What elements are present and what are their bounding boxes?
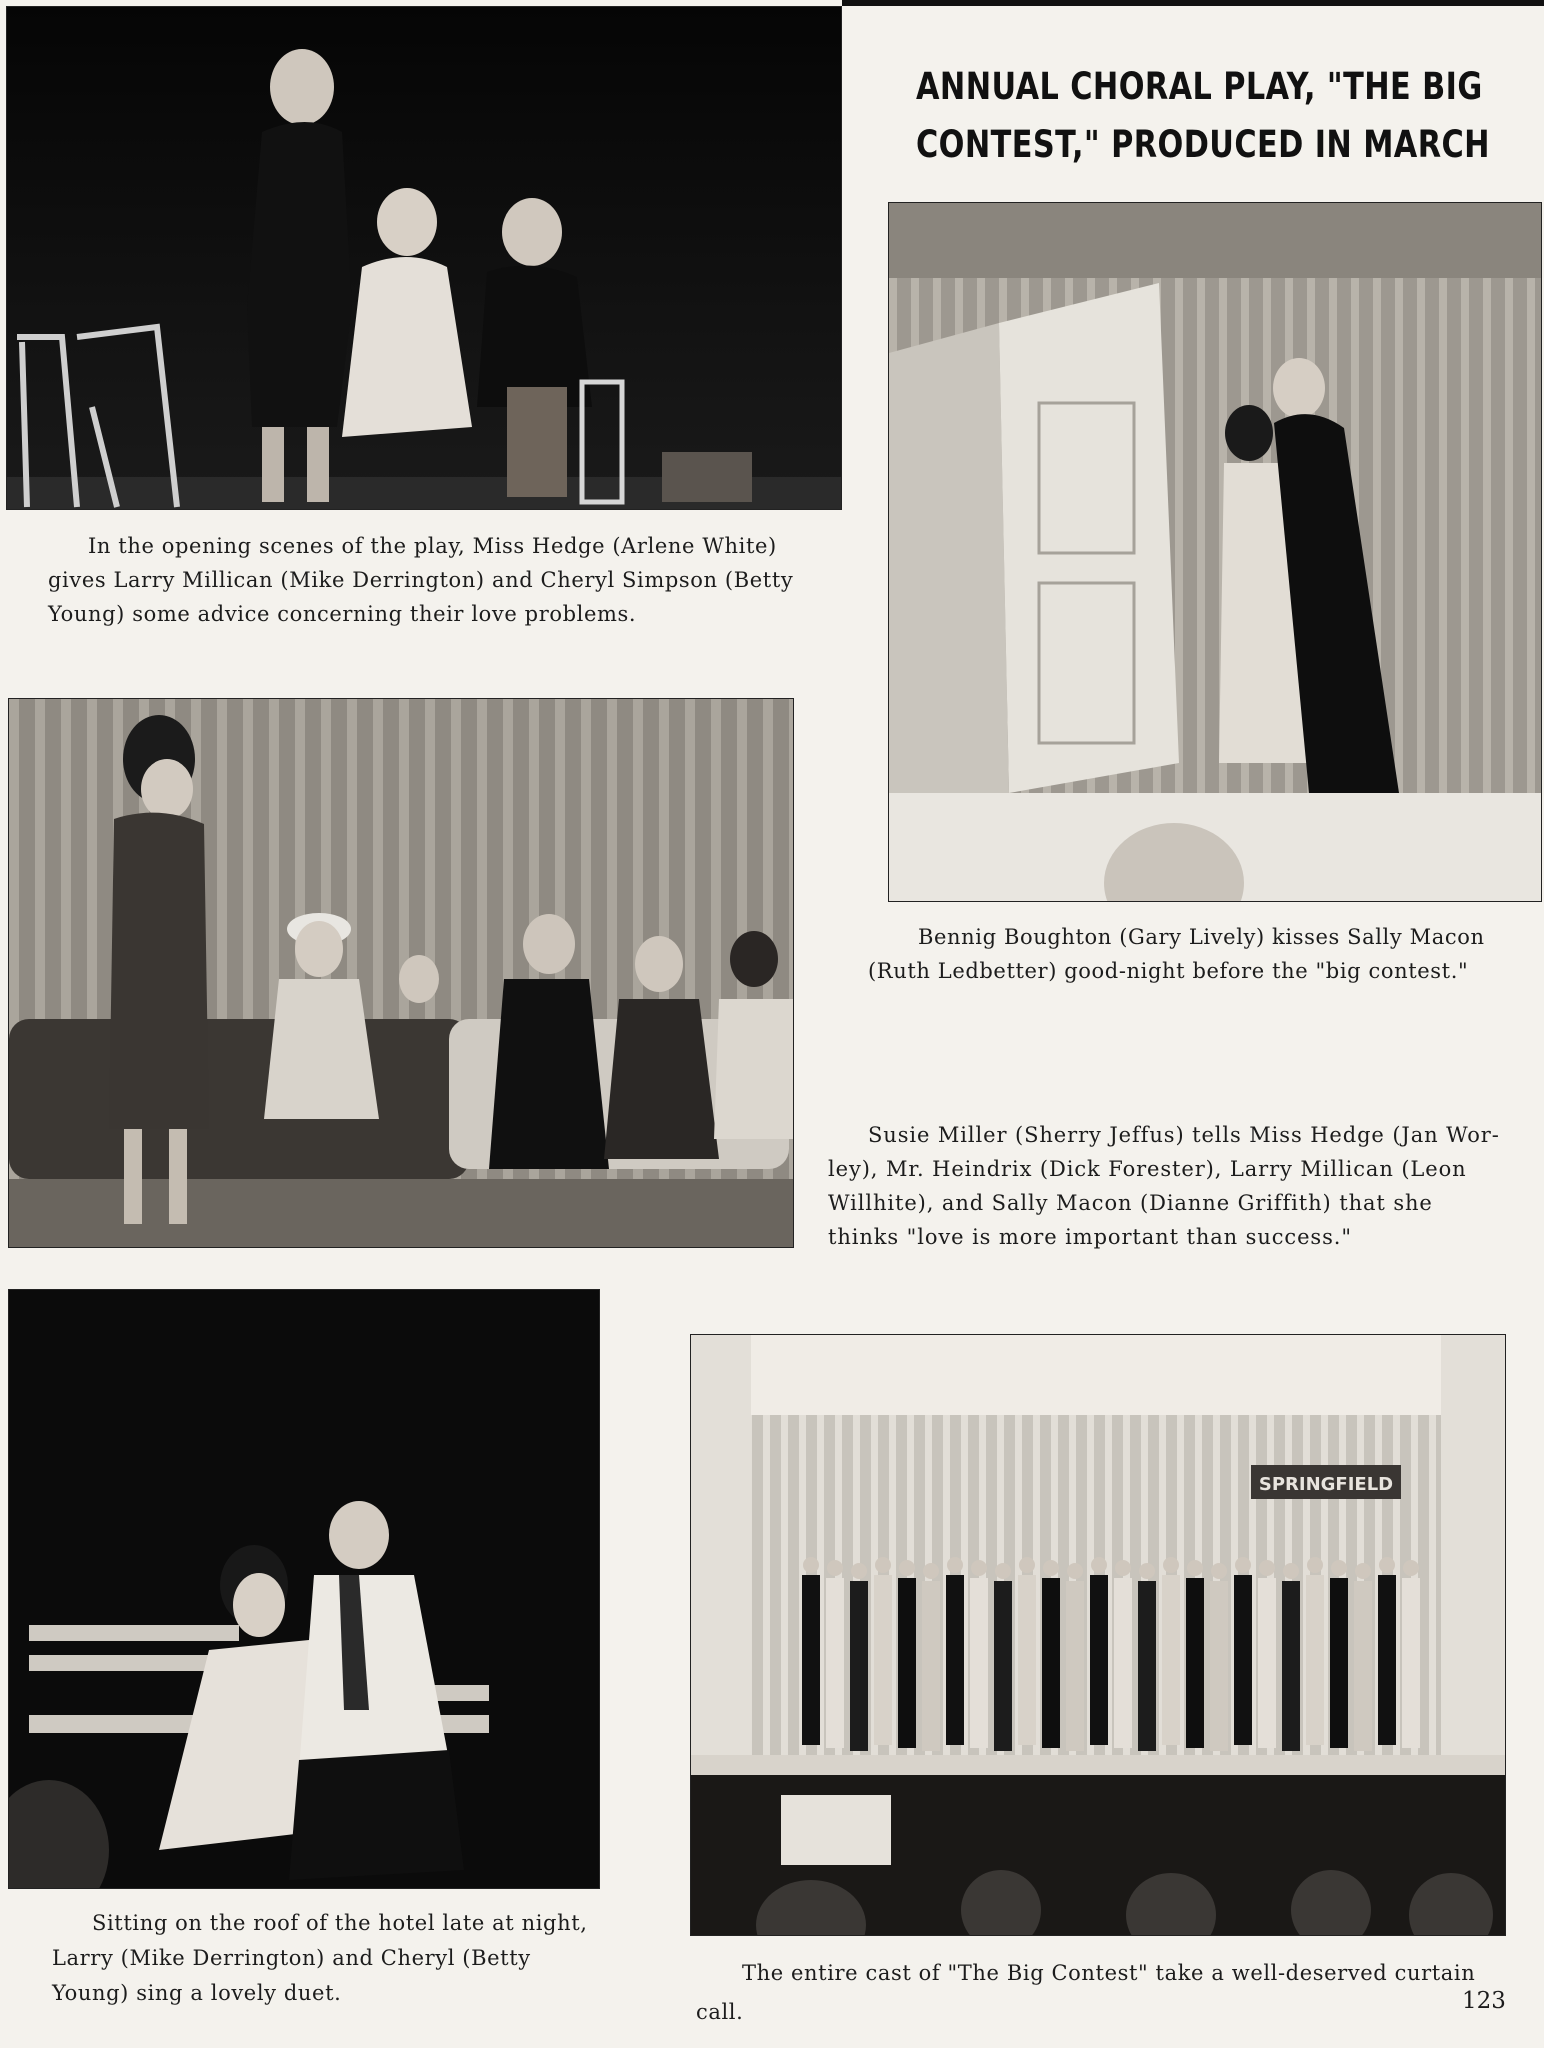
cast-member-head: [1019, 1557, 1035, 1573]
cast-member-body: [1306, 1575, 1324, 1745]
caption-susie-miller: [828, 1118, 1500, 1254]
cast-member-body: [850, 1581, 868, 1751]
curtain-call-illustration: [691, 1335, 1505, 1935]
cast-member-body: [874, 1575, 892, 1745]
cast-member-body: [1066, 1581, 1084, 1751]
caption-line: Young) some advice concerning their love problems.: [48, 602, 637, 626]
cast-member-body: [898, 1578, 916, 1748]
caption-line: ley), Mr. Heindrix (Dick Forester), Larry Millican (Leon: [828, 1157, 1467, 1181]
cast-member-head: [1379, 1557, 1395, 1573]
caption-curtain-call: [696, 1954, 1476, 2032]
cast-member-head: [1355, 1563, 1371, 1579]
cast-member-head: [1283, 1563, 1299, 1579]
caption-line: thinks "love is more important than success.": [828, 1225, 1352, 1249]
cast-member-head: [899, 1560, 915, 1576]
cast-member-body: [1186, 1578, 1204, 1748]
cast-member-head: [1307, 1557, 1323, 1573]
cast-member-head: [1067, 1563, 1083, 1579]
headline-line: ANNUAL CHORAL PLAY, "THE BIG: [916, 65, 1483, 108]
cast-member-body: [970, 1578, 988, 1748]
cast-member-body: [1402, 1578, 1420, 1748]
cast-member-head: [1163, 1557, 1179, 1573]
photo-curtain-call: [690, 1334, 1506, 1936]
cast-member-head: [1235, 1557, 1251, 1573]
cast-member-body: [1330, 1578, 1348, 1748]
cast-member-head: [1115, 1560, 1131, 1576]
opening-scene-illustration: [7, 7, 841, 509]
cast-member-head: [1211, 1563, 1227, 1579]
page-number: 123: [1462, 1988, 1506, 2014]
cast-member-body: [1018, 1575, 1036, 1745]
caption-line: Sitting on the roof of the hotel late at night,: [92, 1911, 588, 1935]
susie-miller-illustration: [9, 699, 793, 1247]
cast-member-head: [995, 1563, 1011, 1579]
cast-member-head: [827, 1560, 843, 1576]
cast-member-head: [1331, 1560, 1347, 1576]
page-headline: [916, 58, 1490, 174]
caption-line: Bennig Boughton (Gary Lively) kisses Sally Macon: [918, 925, 1485, 949]
caption-line: call.: [696, 2000, 744, 2024]
cast-member-body: [994, 1581, 1012, 1751]
cast-member-body: [1354, 1581, 1372, 1751]
caption-line: Susie Miller (Sherry Jeffus) tells Miss Hedge (Jan Wor-: [868, 1123, 1500, 1147]
cast-member-head: [1187, 1560, 1203, 1576]
cast-member-body: [1162, 1575, 1180, 1745]
cast-member-head: [875, 1557, 891, 1573]
photo-goodnight-kiss: [888, 202, 1542, 902]
cast-member-head: [851, 1563, 867, 1579]
cast-member-head: [1259, 1560, 1275, 1576]
caption-goodnight-kiss: [868, 920, 1485, 988]
cast-member-head: [803, 1557, 819, 1573]
cast-member-body: [802, 1575, 820, 1745]
caption-line: Young) sing a lovely duet.: [52, 1981, 342, 2005]
caption-line: The entire cast of "The Big Contest" take a well-deserved curtain: [742, 1961, 1476, 1985]
cast-member-head: [1403, 1560, 1419, 1576]
cast-member-body: [1042, 1578, 1060, 1748]
goodnight-kiss-illustration: [889, 203, 1541, 901]
caption-line: Larry (Mike Derrington) and Cheryl (Betty: [52, 1946, 531, 1970]
cast-member-body: [1258, 1578, 1276, 1748]
photo-opening-scene: [6, 6, 842, 510]
headline-line: CONTEST," PRODUCED IN MARCH: [916, 123, 1490, 166]
stage-sign-text: SPRINGFIELD: [1258, 1474, 1394, 1495]
cast-member-body: [946, 1575, 964, 1745]
cast-member-body: [1114, 1578, 1132, 1748]
cast-member-body: [1210, 1581, 1228, 1751]
rooftop-duet-illustration: [9, 1290, 599, 1888]
caption-line: gives Larry Millican (Mike Derrington) and Cheryl Simpson (Betty: [48, 568, 794, 592]
cast-member-body: [1234, 1575, 1252, 1745]
cast-member-head: [1091, 1557, 1107, 1573]
cast-member-body: [922, 1581, 940, 1751]
photo-susie-miller: [8, 698, 794, 1248]
caption-rooftop-duet: [52, 1906, 588, 2011]
caption-line: (Ruth Ledbetter) good-night before the "big contest.": [868, 959, 1469, 983]
cast-member-body: [1378, 1575, 1396, 1745]
photo-rooftop-duet: [8, 1289, 600, 1889]
cast-member-head: [1139, 1563, 1155, 1579]
cast-member-head: [1043, 1560, 1059, 1576]
cast-member-head: [971, 1560, 987, 1576]
cast-member-body: [826, 1578, 844, 1748]
cast-member-body: [1138, 1581, 1156, 1751]
cast-member-body: [1090, 1575, 1108, 1745]
cast-member-body: [1282, 1581, 1300, 1751]
caption-opening-scene: [48, 529, 794, 631]
caption-line: In the opening scenes of the play, Miss Hedge (Arlene White): [88, 534, 777, 558]
caption-line: Willhite), and Sally Macon (Dianne Griffith) that she: [828, 1191, 1433, 1215]
cast-member-head: [947, 1557, 963, 1573]
top-edge-rule: [842, 0, 1544, 6]
cast-member-head: [923, 1563, 939, 1579]
